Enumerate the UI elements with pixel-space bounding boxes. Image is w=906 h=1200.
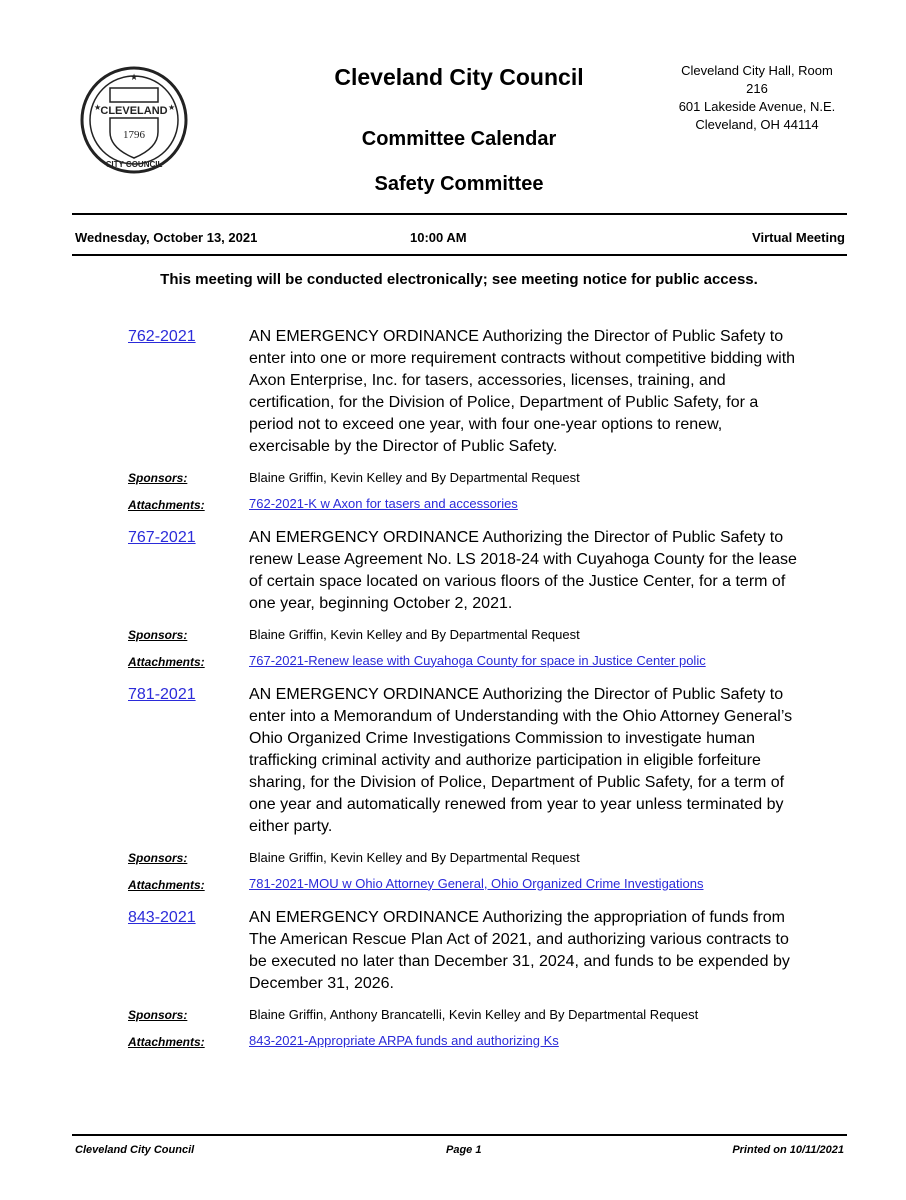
agenda-item — [128, 684, 828, 898]
item-number-link[interactable]: 843-2021 — [128, 909, 196, 926]
attachments-label: Attachments: — [128, 1034, 205, 1049]
agenda-item — [128, 326, 828, 518]
sponsors: Blaine Griffin, Anthony Brancatelli, Kevin Kelley and By Departmental Request — [249, 1007, 699, 1022]
attachment-link[interactable]: 762-2021-K w Axon for tasers and accessories — [249, 495, 518, 511]
page-number: Page 1 — [446, 1144, 482, 1156]
page-footer — [72, 1134, 847, 1156]
calendar-title: Committee Calendar — [361, 128, 557, 150]
sponsors: Blaine Griffin, Kevin Kelley and By Departmental Request — [249, 850, 580, 865]
svg-text:CITY COUNCIL: CITY COUNCIL — [105, 160, 163, 169]
footer-org: Cleveland City Council — [75, 1144, 195, 1156]
sponsors-label: Sponsors: — [128, 850, 188, 865]
attachments-label: Attachments: — [128, 877, 205, 892]
attachment-link[interactable]: 767-2021-Renew lease with Cuyahoga County for space in Justice Center polic — [249, 652, 706, 668]
address-line: Cleveland, OH 44114 — [695, 117, 819, 132]
meeting-time: 10:00 AM — [410, 230, 467, 245]
sponsors: Blaine Griffin, Kevin Kelley and By Departmental Request — [249, 470, 580, 485]
address-line: Cleveland City Hall, Room — [681, 63, 833, 78]
meeting-date: Wednesday, October 13, 2021 — [75, 230, 258, 245]
org-title: Cleveland City Council — [334, 64, 584, 90]
svg-text:★: ★ — [129, 72, 139, 82]
committee-title: Safety Committee — [374, 173, 544, 195]
svg-text:★: ★ — [94, 103, 102, 112]
sponsors-label: Sponsors: — [128, 1007, 188, 1022]
divider — [72, 213, 847, 215]
item-number-link[interactable]: 762-2021 — [128, 328, 196, 345]
item-description: AN EMERGENCY ORDINANCE Authorizing the appropriation of funds from The American Rescue Plan Act of 2021, and authorizing various contracts to be executed no later than December 31, 2024, and funds to be expended by December 31, 2026. — [249, 909, 790, 992]
item-description: AN EMERGENCY ORDINANCE Authorizing the Director of Public Safety to enter into one or more requirement contracts without competitive bidding with Axon Enterprise, Inc. for tasers, accessories, licenses, training, and certification, for the Division of Police, Department of Public Safety, for a period not to exceed one year, with four one-year options to renew, exercisable by the Director of Public Safety. — [249, 328, 796, 455]
svg-text:CLEVELAND: CLEVELAND — [100, 105, 168, 117]
agenda-item — [128, 907, 828, 1055]
agenda-items — [128, 326, 828, 1064]
attachment-link[interactable]: 781-2021-MOU w Ohio Attorney General, Ohio Organized Crime Investigations — [249, 875, 704, 891]
item-description: AN EMERGENCY ORDINANCE Authorizing the Director of Public Safety to renew Lease Agreement No. LS 2018-24 with Cuyahoga County for the lease of certain space located on various floors of the Justice Center, for a term of one year, beginning October 2, 2021. — [249, 529, 797, 612]
attachments-label: Attachments: — [128, 654, 205, 669]
item-description: AN EMERGENCY ORDINANCE Authorizing the Director of Public Safety to enter into a Memorandum of Understanding with the Ohio Attorney General’s Ohio Organized Crime Investigations Commission to investigate human trafficking criminal activity and authorize participation in eligible forfeiture sharing, for the Division of Police, Department of Public Safety, for a term of one year and automatically renewed from year to year unless terminated by either party. — [249, 686, 793, 835]
item-number-link[interactable]: 781-2021 — [128, 686, 196, 703]
address-line: 601 Lakeside Avenue, N.E. — [678, 99, 836, 114]
sponsors-label: Sponsors: — [128, 627, 188, 642]
attachments-label: Attachments: — [128, 497, 205, 512]
meeting-location: Virtual Meeting — [752, 230, 845, 245]
item-number-link[interactable]: 767-2021 — [128, 529, 196, 546]
svg-text:1796: 1796 — [123, 129, 145, 141]
divider — [72, 254, 847, 256]
svg-text:★: ★ — [168, 103, 176, 112]
address-block — [672, 62, 842, 134]
address-line: 216 — [746, 81, 768, 96]
printed-date: Printed on 10/11/2021 — [732, 1144, 844, 1156]
attachment-link[interactable]: 843-2021-Appropriate ARPA funds and authorizing Ks — [249, 1032, 559, 1048]
sponsors-label: Sponsors: — [128, 470, 188, 485]
meeting-notice: This meeting will be conducted electronically; see meeting notice for public access. — [160, 271, 758, 288]
agenda-item — [128, 527, 828, 675]
sponsors: Blaine Griffin, Kevin Kelley and By Departmental Request — [249, 627, 580, 642]
